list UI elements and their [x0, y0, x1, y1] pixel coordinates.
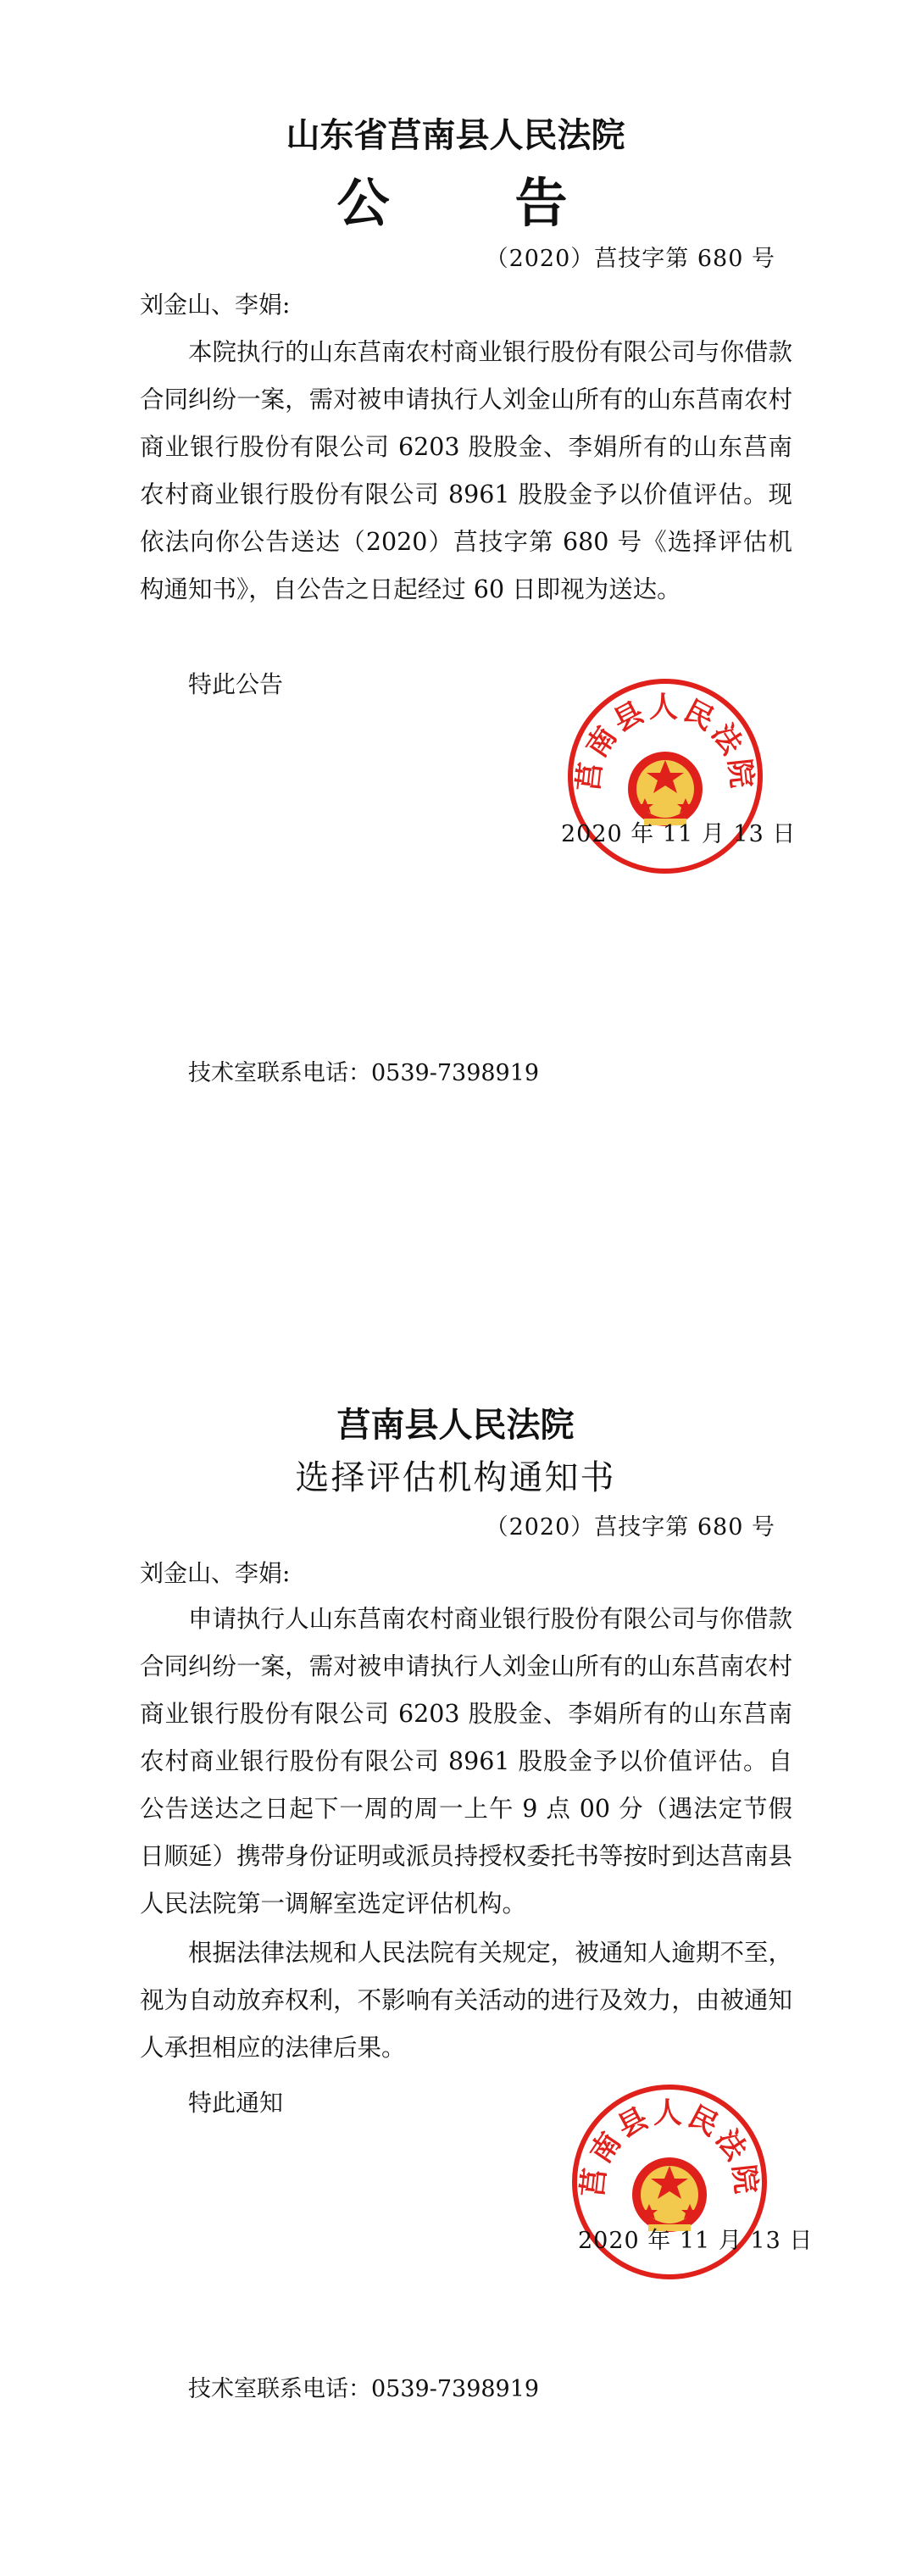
notice2-closing: 特此通知 — [188, 2089, 284, 2117]
notice2-addressee: 刘金山、李娟: — [140, 1559, 291, 1587]
notice2-doc-number: （2020）莒技字第 680 号 — [485, 1514, 775, 1541]
notice2-doc-title: 选择评估机构通知书 — [295, 1458, 616, 1497]
notice1-date: 2020 年 11 月 13 日 — [561, 821, 797, 847]
notice1-phone: 技术室联系电话：0539-7398919 — [188, 1060, 540, 1086]
notice2-court-name: 莒南县人民法院 — [336, 1405, 575, 1445]
notice1-court-name: 山东省莒南县人民法院 — [286, 115, 625, 155]
notice1-closing: 特此公告 — [188, 670, 284, 698]
notice1-doc-title: 公 告 — [336, 172, 575, 234]
seal-text: 莒南县人民法院 — [571, 691, 759, 793]
seal-text: 莒南县人民法院 — [575, 2096, 764, 2199]
notice1-doc-number: （2020）莒技字第 680 号 — [485, 246, 775, 272]
notice2-body-paragraph: 根据法律法规和人民法院有关规定，被通知人逾期不至，视为自动放弃权利，不影响有关活动的进行及效力，由被通知人承担相应的法律后果。 — [140, 1939, 792, 2062]
notice2-date: 2020 年 11 月 13 日 — [578, 2228, 814, 2254]
notice2-phone: 技术室联系电话：0539-7398919 — [188, 2376, 540, 2402]
notice1-addressee: 刘金山、李娟: — [140, 291, 291, 319]
notice2-body-paragraph: 申请执行人山东莒南农村商业银行股份有限公司与你借款合同纠纷一案，需对被申请执行人刘金山所有的山东莒南农村商业银行股份有限公司 6203 股股金、李娟所有的山东莒南农村商业银行股份有限公司 8961 股股金予以价值评估。自公告送达之日起下一周的周一上午 9 点 00 分（遇法定节假日顺延）携带身份证明或派员持授权委托书等按时到达莒南县人民法院第一调解室选定评估机构。 — [140, 1605, 792, 1918]
notice1-body-paragraph: 本院执行的山东莒南农村商业银行股份有限公司与你借款合同纠纷一案，需对被申请执行人刘金山所有的山东莒南农村商业银行股份有限公司 6203 股股金、李娟所有的山东莒南农村商业银行股份有限公司 8961 股股金予以价值评估。现依法向你公告送达（2020）莒技字第 680 号《选择评估机构通知书》，自公告之日起经过 60 日即视为送达。 — [140, 338, 792, 603]
